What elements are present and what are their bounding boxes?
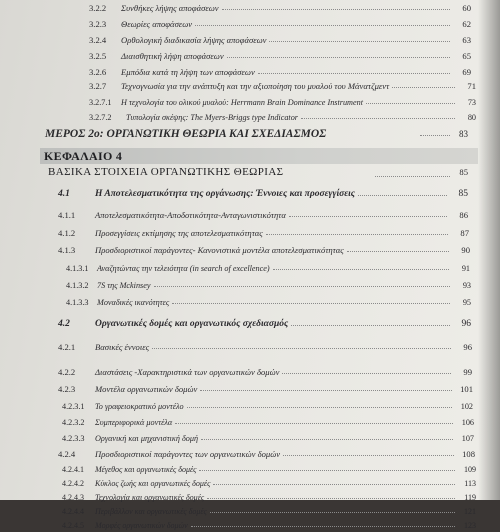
page-edge-shadow <box>478 0 500 500</box>
toc-entry <box>0 477 500 490</box>
toc-entry-number: 4.2.2 <box>58 367 76 377</box>
toc-entry-page: 109 <box>464 465 476 474</box>
toc-entry-number: 4.2.3.3 <box>62 434 85 443</box>
toc-entry-number: 4.2.4.3 <box>62 493 84 502</box>
toc-entry <box>0 50 500 63</box>
leader-dots <box>420 135 450 136</box>
toc-entry <box>0 366 500 379</box>
toc-entry <box>0 66 500 79</box>
toc-entry-number: 4.2.3 <box>58 384 76 394</box>
leader-dots <box>201 439 453 440</box>
leader-dots <box>301 118 455 119</box>
toc-entry-title: Τεχνολογία και οργανωτικές δομές <box>95 493 205 502</box>
toc-entry-number: 4.1.2 <box>58 228 76 238</box>
leader-dots <box>199 470 455 471</box>
toc-entry-page: 102 <box>460 402 473 411</box>
toc-entry-number: 3.2.7 <box>89 81 107 91</box>
leader-dots <box>152 348 451 349</box>
toc-entry <box>0 491 500 504</box>
toc-entry-page: 60 <box>462 3 471 13</box>
toc-entry-page: 63 <box>462 35 471 45</box>
toc-entry-number: 4.2.4 <box>58 449 76 459</box>
toc-entry-number: 4.2.4.5 <box>62 521 84 530</box>
toc-entry <box>0 341 500 354</box>
leader-dots <box>207 498 455 499</box>
toc-entry-number: 3.2.5 <box>89 51 107 61</box>
toc-entry <box>0 383 500 396</box>
toc-entry-title: Εμπόδια κατά τη λήψη των αποφάσεων <box>121 67 255 77</box>
toc-entry-page: 71 <box>467 81 476 91</box>
leader-dots <box>392 87 455 88</box>
toc-entry-number: 3.2.6 <box>89 67 107 77</box>
toc-entry <box>0 80 500 93</box>
toc-entry <box>0 448 500 461</box>
toc-entry-page: 96 <box>463 342 472 352</box>
toc-entry-page: 93 <box>462 281 471 290</box>
toc-entry-title: Διαισθητική λήψη αποφάσεων <box>121 51 224 61</box>
leader-dots <box>222 9 450 10</box>
toc-entry-title: Περιβάλλον και οργανωτικές δομές <box>95 507 207 516</box>
toc-entry-number: 3.2.3 <box>89 19 107 29</box>
leader-dots <box>366 103 455 104</box>
toc-entry-number: 3.2.2 <box>89 3 107 13</box>
toc-entry-title: Τυπολογία σκέψης: The Myers-Briggs type Indicator <box>126 113 298 122</box>
toc-entry-title: Μοναδικές ικανότητες <box>97 298 170 307</box>
toc-entry-title: 7S της Mckinsey <box>97 281 151 290</box>
leader-dots <box>266 234 448 235</box>
toc-entry-page: 62 <box>462 19 471 29</box>
toc-entry <box>0 400 500 413</box>
leader-dots <box>172 303 450 304</box>
toc-entry <box>0 279 500 292</box>
leader-dots <box>269 41 450 42</box>
toc-entry-page: 73 <box>467 98 476 107</box>
toc-entry-title: Οργανική και μηχανιστική δομή <box>95 434 199 443</box>
leader-dots <box>282 373 451 374</box>
toc-entry <box>0 188 500 201</box>
toc-entry <box>0 34 500 47</box>
toc-entry-page: 80 <box>467 113 476 122</box>
part-page: 83 <box>459 129 468 139</box>
toc-entry-title: Συμπεριφορικά μοντέλα <box>95 418 173 427</box>
toc-entry-number: 4.2.1 <box>58 342 76 352</box>
toc-entry-title: Μέγεθος και οργανωτικές δομές <box>95 465 197 474</box>
toc-entry-title: Προσεγγίσεις εκτίμησης της αποτελεσματικότητας <box>95 228 263 238</box>
toc-entry-page: 123 <box>464 521 476 530</box>
toc-entry-page: 119 <box>464 493 476 502</box>
toc-entry <box>0 296 500 309</box>
toc-entry-number: 4.2.4.4 <box>62 507 84 516</box>
toc-entry-title: Τεχνογνωσία για την ανάπτυξη και την αξιοποίηση του μυαλού του Μάνατζμεντ <box>121 81 390 91</box>
toc-entry-title: Βασικές έννοιες <box>95 342 150 352</box>
toc-entry-page: 90 <box>461 245 470 255</box>
leader-dots <box>175 423 453 424</box>
toc-entry-number: 4.2.3.2 <box>62 418 85 427</box>
toc-entry-title: Μοντέλα οργανωτικών δομών <box>95 384 198 394</box>
toc-entry-page: 65 <box>462 51 471 61</box>
toc-entry-title: Προσδιοριστικοί παράγοντες- Κανονιστικά μοντέλα αποτελεσματικότητας <box>95 245 344 255</box>
toc-entry-page: 101 <box>460 384 473 394</box>
leader-dots <box>191 526 455 527</box>
toc-entry <box>0 2 500 15</box>
toc-entry-page: 99 <box>463 367 472 377</box>
leader-dots <box>154 286 450 287</box>
toc-entry <box>0 463 500 476</box>
part-heading <box>0 126 500 142</box>
toc-entry-number: 3.2.7.2 <box>89 113 112 122</box>
toc-entry-title: Οργανωτικές δομές και οργανωτικός σχεδιασμός <box>95 319 289 329</box>
toc-entry-title: Η τεχνολογία του ολικού μυαλού: Herrmann Brain Dominance Instrument <box>121 98 363 107</box>
toc-entry-title: Αποτελεσματικότητα-Αποδοτικότητα-Ανταγωνιστικότητα <box>95 210 286 220</box>
chapter-label: ΚΕΦΑΛΑΙΟ 4 <box>44 149 123 163</box>
toc-entry <box>0 416 500 429</box>
toc-entry-page: 69 <box>462 67 471 77</box>
toc-entry-number: 4.1.3 <box>58 245 76 255</box>
toc-entry-page: 86 <box>459 210 468 220</box>
toc-entry-title: Προσδιοριστικοί παράγοντες των οργανωτικών δομών <box>95 449 281 459</box>
toc-entry <box>0 18 500 31</box>
toc-entry-number: 4.1.1 <box>58 210 76 220</box>
leader-dots <box>283 455 454 456</box>
toc-entry-number: 3.2.4 <box>89 35 107 45</box>
toc-entry-number: 3.2.7.1 <box>89 98 112 107</box>
toc-entry-title: Συνθήκες λήψης αποφάσεων <box>121 3 219 13</box>
toc-entry-number: 4.1.3.2 <box>66 281 89 290</box>
chapter-page: 85 <box>459 167 468 177</box>
chapter-title <box>48 165 284 180</box>
toc-entry-page: 113 <box>464 479 476 488</box>
toc-entry <box>0 244 500 257</box>
toc-entry <box>0 96 500 109</box>
toc-entry-title: Κύκλος ζωής και οργανωτικές δομές <box>95 479 211 488</box>
toc-entry <box>0 505 500 518</box>
toc-entry <box>0 209 500 222</box>
leader-dots <box>213 484 455 485</box>
toc-entry-title: Η Αποτελεσματικότητα της οργάνωσης: Έννοιες και προσεγγίσεις <box>95 189 355 199</box>
part-title <box>45 126 326 142</box>
part-label: ΜΕΡΟΣ 2ο: <box>45 128 104 140</box>
toc-entry-page: 121 <box>464 507 476 516</box>
toc-entry-title: Το γραφειοκρατικό μοντέλο <box>95 402 184 411</box>
leader-dots <box>200 390 452 391</box>
leader-dots <box>210 512 455 513</box>
toc-entry <box>0 519 500 532</box>
toc-entry-number: 4.2.4.2 <box>62 479 84 488</box>
toc-entry-page: 107 <box>461 434 474 443</box>
leader-dots <box>195 25 450 26</box>
toc-entry-number: 4.2.4.1 <box>62 465 84 474</box>
toc-entry-title: Ορθολογική διαδικασία λήψης αποφάσεων <box>121 35 267 45</box>
leader-dots <box>289 216 447 217</box>
toc-entry-number: 4.1 <box>58 189 70 199</box>
toc-entry-number: 4.1.3.1 <box>66 264 89 273</box>
toc-entry-title: Θεωρίες αποφάσεων <box>121 19 193 29</box>
toc-entry-page: 106 <box>461 418 474 427</box>
toc-entry <box>0 318 500 331</box>
toc-entry <box>0 227 500 240</box>
leader-dots <box>258 73 450 74</box>
leader-dots <box>291 325 450 326</box>
toc-entry <box>0 111 500 124</box>
toc-entry-number: 4.1.3.3 <box>66 298 89 307</box>
toc-entry-page: 85 <box>458 189 468 199</box>
leader-dots <box>273 269 449 270</box>
toc-entry <box>0 432 500 445</box>
toc-entry-page: 96 <box>461 319 471 329</box>
leader-dots <box>358 195 447 196</box>
toc-entry-number: 4.2.3.1 <box>62 402 85 411</box>
leader-dots <box>347 251 449 252</box>
leader-dots <box>227 57 450 58</box>
toc-entry-title: Μορφές οργανωτικών δομών <box>95 521 188 530</box>
leader-dots <box>187 407 452 408</box>
part-name: ΟΡΓΑΝΩΤΙΚΗ ΘΕΩΡΙΑ ΚΑΙ ΣΧΕΔΙΑΣΜΟΣ <box>106 128 327 140</box>
leader-dots <box>375 176 450 177</box>
toc-entry <box>0 262 500 275</box>
toc-entry-title: Αναζητώντας την τελειότητα (in search of excellence) <box>97 264 270 273</box>
toc-entry-page: 91 <box>461 264 470 273</box>
toc-entry-number: 4.2 <box>58 319 70 329</box>
toc-entry-page: 87 <box>460 228 469 238</box>
chapter-title-text: ΒΑΣΙΚΑ ΣΤΟΙΧΕΙΑ ΟΡΓΑΝΩΤΙΚΗΣ ΘΕΩΡΙΑΣ <box>48 166 284 178</box>
toc-entry-title: Διαστάσεις -Χαρακτηριστικά των οργανωτικών δομών <box>95 367 280 377</box>
toc-entry-page: 95 <box>462 298 471 307</box>
toc-entry-page: 108 <box>462 449 475 459</box>
